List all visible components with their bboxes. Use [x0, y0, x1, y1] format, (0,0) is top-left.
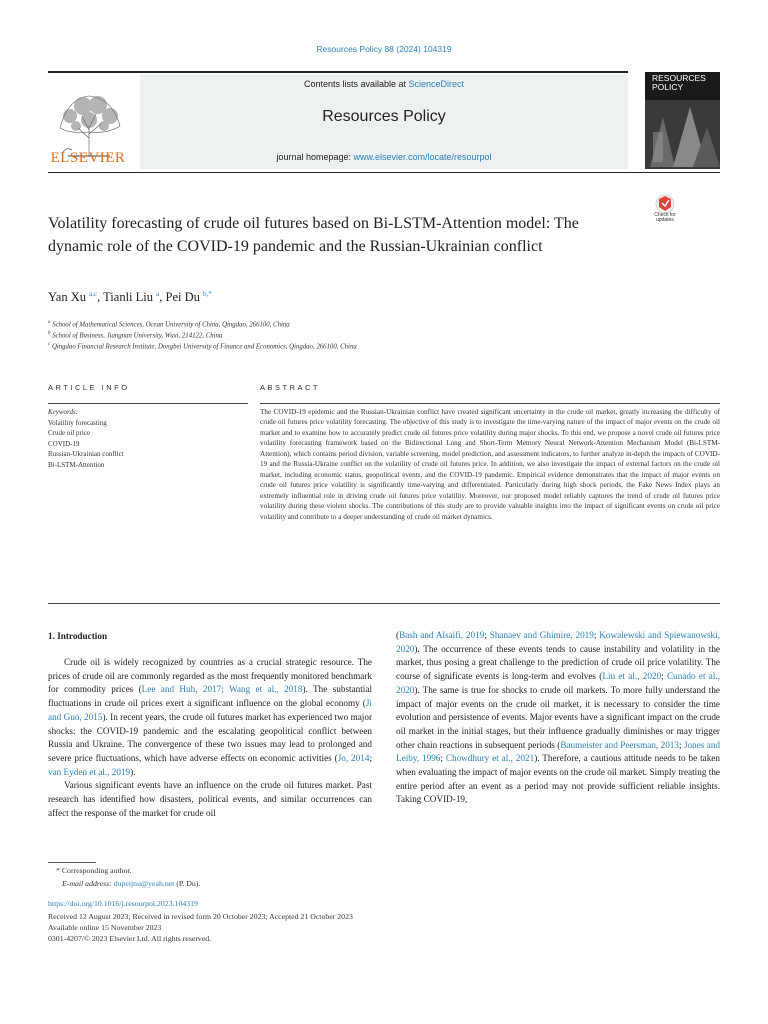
paragraph-text: ). In recent years, the crude oil futures market has experienced two major shocks: the COVID-19 pandemic and the escalating geopolitical conflict between Russia and Ukraine. The convergence of these two issues may lead to prolonged and severe price fluctuations, which have adverse effects on economic activities ( — [48, 711, 372, 763]
doi-text[interactable]: https://doi.org/10.1016/j.resourpol.2023.104319 — [48, 899, 198, 908]
paragraph-text: ; — [484, 630, 490, 640]
paragraph-text: ; — [369, 752, 372, 763]
affiliation-text: Qingdao Financial Research Institute, Dongbei University of Finance and Economics, Qingdao, 266100, China — [51, 343, 357, 351]
header-top-rule — [48, 71, 628, 73]
citation-link[interactable]: Lee and Huh, 2017; Wang et al., 2018 — [141, 684, 303, 695]
article-info-rule — [48, 403, 248, 404]
received-dates: Received 12 August 2023; Received in revised form 20 October 2023; Accepted 21 October 2023 — [48, 912, 353, 921]
affiliation — [48, 342, 357, 350]
paragraph-text: ). — [130, 766, 136, 777]
abstract-rule — [260, 403, 720, 404]
affiliation-sup: a — [48, 320, 51, 325]
homepage-link[interactable]: www.elsevier.com/locate/resourpol — [353, 152, 492, 162]
affiliation-sup: c — [48, 342, 51, 347]
citation-link[interactable]: Kowalewski and Spiewanowski, 2020 — [396, 630, 720, 654]
author-affil-sup[interactable]: a — [156, 290, 160, 298]
paragraph-text: ). The substantial fluctuations in crude oil prices exert a significant influence on the global economy ( — [48, 684, 372, 709]
email-link[interactable]: dupeijnu@yeah.net — [113, 879, 175, 888]
affiliation — [48, 331, 222, 339]
keyword: Bi-LSTM-Attention — [48, 460, 105, 469]
header-bottom-rule — [48, 172, 720, 173]
paragraph-text: ( — [396, 630, 400, 640]
author-name[interactable]: Yan Xu — [48, 290, 86, 305]
article-title: Volatility forecasting of crude oil futures based on Bi-LSTM-Attention model: The dynamic role of the COVID-19 pandemic and the Russian-Ukrainian conflict — [48, 215, 579, 255]
contents-line — [140, 79, 628, 89]
paragraph-text: ). Therefore, a cautious attitude needs to be taken when evaluating the impact of major events on the crude oil market. Simply treating the entire period after an event as a period may not provide sufficient reliable insights. Taking COVID-19, — [396, 753, 720, 805]
keyword: Volatility forecasting — [48, 418, 107, 427]
email-suffix: (P. Du). — [174, 879, 201, 888]
author-affil-sup[interactable]: b,* — [203, 290, 212, 298]
citation-link[interactable]: Cunado et al., 2020 — [396, 671, 721, 695]
paragraph — [48, 656, 372, 779]
paragraph-text: ). The occurrence of these events tends to cause instability and volatility in the market, thus posing a great challenge to the prediction of crude oil price volatility. The course of significate events is long-term and evolves ( — [396, 643, 720, 682]
keyword: Crude oil price — [48, 429, 90, 438]
journal-reference[interactable]: Resources Policy 88 (2024) 104319 — [316, 44, 452, 54]
affiliation-text: School of Business, Jiangnan University, Wuxi, 214122, China — [52, 332, 223, 340]
section-heading: 1. Introduction — [48, 631, 108, 641]
author-name[interactable]: Tianli Liu — [103, 290, 154, 305]
paragraph-text: ). The same is true for shocks to crude oil markets. To more fully understand the impact of major events on the crude oil market, it is necessary to consider the time evolution and persistence of events. Major events have a significant impact on the crude oil market in the initial stages, but their influence gradually diminishes or may trigger other chain reactions in subsequent periods ( — [396, 684, 721, 750]
paragraph-text: ; — [678, 739, 684, 750]
homepage-prefix: journal homepage: — [276, 152, 354, 162]
author-list: Yan Xu $^{a,c}$, Tianli Liu $^a$, Pei Du $^{b,*}$ — [48, 290, 212, 305]
body-right-column — [396, 629, 720, 807]
citation-link[interactable]: Liu et al., 2020 — [602, 671, 662, 682]
publisher-name: ELSEVIER — [50, 150, 126, 166]
article-info-heading: ARTICLE INFO — [48, 383, 130, 392]
paragraph — [396, 629, 720, 807]
abstract-heading: ABSTRACT — [260, 383, 321, 392]
affiliation — [48, 320, 290, 328]
citation-link[interactable]: Baumeister and Peersman, 2013 — [560, 739, 679, 750]
contents-prefix: Contents lists available at — [303, 79, 409, 89]
citation-link[interactable]: Ji and Guo, 2015 — [48, 698, 372, 722]
citation-link[interactable]: Jones and Leiby, 1996 — [396, 739, 721, 764]
citation-link[interactable]: Bash and Alsaifi, 2019 — [399, 630, 485, 640]
author-affil-sup[interactable]: a,c — [89, 290, 98, 298]
citation-link[interactable]: Chowdhury et al., 2021 — [445, 753, 535, 764]
citation-link[interactable]: Shanaev and Ghimire, 2019 — [489, 630, 594, 640]
paragraph: Various significant events have an influence on the crude oil futures market. Past research has identified how disasters, political events, and similar occurrences can affect the response of the market for crude oil — [48, 780, 372, 818]
affiliation-text: School of Mathematical Sciences, Ocean University of China, Qingdao, 266100, China — [52, 321, 290, 329]
author-name[interactable]: Pei Du — [165, 290, 200, 305]
doi-link[interactable] — [48, 899, 198, 909]
corresponding-author-note: * Corresponding author. — [56, 866, 132, 875]
email-label: E-mail address: — [62, 879, 114, 888]
paragraph-text: Crude oil is widely recognized by countries as a crucial strategic resource. The prices of crude oil are commonly regarded as the most frequently monitored benchmark for commodity prices ( — [48, 657, 372, 695]
affiliation-sup: b — [48, 331, 51, 336]
copyright: 0301-4207/© 2023 Elsevier Ltd. All rights reserved. — [48, 934, 212, 943]
homepage-line — [140, 152, 628, 162]
paragraph-text: ; — [593, 630, 600, 640]
check-for-updates-label[interactable]: Check for updates — [654, 212, 676, 223]
sciencedirect-link[interactable]: ScienceDirect — [408, 79, 465, 89]
keyword: COVID-19 — [48, 439, 80, 448]
keywords-label: Keywords: — [48, 408, 79, 416]
email-line — [62, 879, 200, 888]
abstract-text: The COVID-19 epidemic and the Russian-Ukrainian conflict have created significant uncertainty in the crude oil market, greatly increasing the difficulty of crude oil futures price volatility forecasting. The objective of this study is to investigate the time-varying nature of the impact of major events on the crude oil market and to examine how to accurately predict crude oil futures price volatility during major shocks. To this end, we propose a novel crude oil futures price volatility forecasting framework based on the Bidirectional Long and Short-Term Memory Neural Network-Attention Mechanism Model (Bi-LSTM-Attention), which contains period division, variable screening, model prediction, and assessment indicators, to further analyze in-depth the impacts of COVID-19 and the Russia-Ukraine conflict on the volatility of crude oil futures price. In addition, we also investigate the impact of external factors on the crude oil market, including economic status, geopolitical events, and the COVID-19 pandemic. Empirical evidence demonstrates that the impact of major events on crude oil futures price volatility is significantly time-varying and differentiated. Particularly during high shock periods, the Fake News Index plays an extremely influential role in driving crude oil futures price volatility. Moreover, our proposed model reliably captures the trend of crude oil futures price volatility during these violent shocks. The contributions of this study are to provide valuable insights into the impact of significant events on crude oil price volatility and contribute to a deeper understanding of crude oil market dynamics. — [260, 408, 720, 521]
cover-title: RESOURCES POLICY — [652, 73, 706, 92]
paragraph-text: ; — [440, 753, 446, 764]
available-online: Available online 15 November 2023 — [48, 923, 162, 932]
keyword: Russian-Ukrainian conflict — [48, 450, 124, 459]
paragraph-text: ; — [661, 671, 668, 682]
footnote-rule — [48, 862, 96, 863]
keywords-block — [48, 407, 124, 471]
citation-link[interactable]: van Eyden et al., 2019 — [48, 766, 131, 777]
body-left-column — [48, 656, 372, 820]
journal-title: Resources Policy — [322, 108, 446, 125]
abstract-bottom-rule — [48, 603, 720, 604]
citation-link[interactable]: Jo, 2014 — [337, 752, 370, 763]
